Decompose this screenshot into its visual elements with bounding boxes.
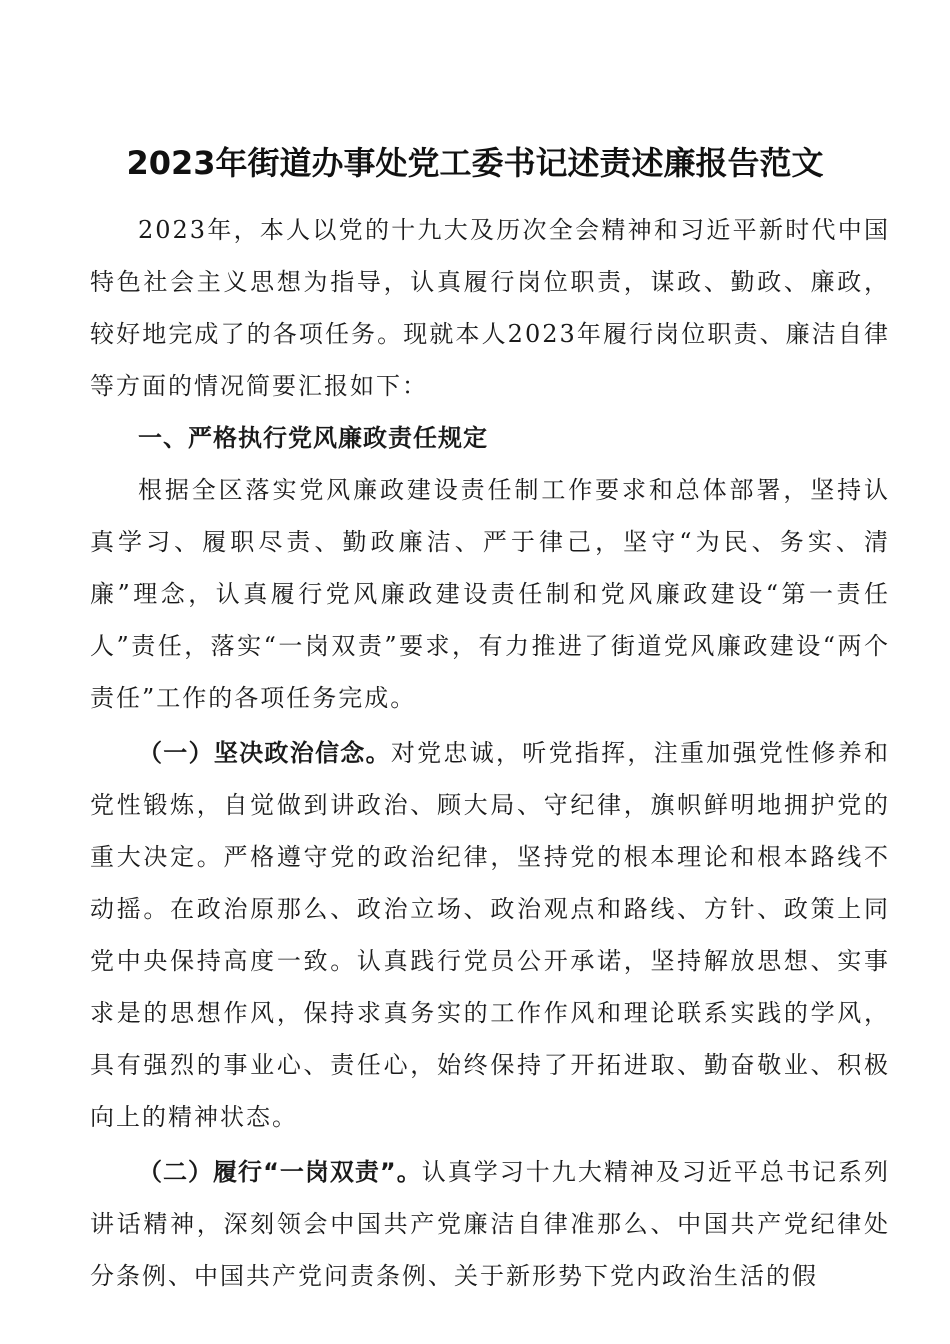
section-heading: 一、严格执行党风廉政责任规定 [138,424,488,452]
intro-paragraph: 2023年，本人以党的十九大及历次全会精神和习近平新时代中国特色社会主义思想为指导，认真履行岗位职责，谋政、勤政、廉政，较好地完成了的各项任务。现就本人2023年履行岗位职责、廉洁自律等方面的情况简要汇报如下： [90,216,890,400]
document-title: 2023年街道办事处党工委书记述责述廉报告范文 [126,144,824,182]
section-body-paragraph: 根据全区落实党风廉政建设责任制工作要求和总体部署，坚持认真学习、履职尽责、勤政廉洁、严于律己，坚守“为民、务实、清廉”理念，认真履行党风廉政建设责任制和党风廉政建设“第一责任人”责任，落实“一岗双责”要求，有力推进了街道党风廉政建设“两个责任”工作的各项任务完成。 [90,476,890,712]
subsection-paragraph-2 [90,1146,890,1302]
subsection-text-1: 对党忠诚，听党指挥，注重加强党性修养和党性锻炼，自觉做到讲政治、顾大局、守纪律，旗帜鲜明地拥护党的重大决定。严格遵守党的政治纪律，坚持党的根本理论和根本路线不动摇。在政治原那么、政治立场、政治观点和路线、方针、政策上同党中央保持高度一致。认真践行党员公开承诺，坚持解放思想、实事求是的思想作风，保持求真务实的工作作风和理论联系实践的学风，具有强烈的事业心、责任心，始终保持了开拓进取、勤奋敬业、积极向上的精神状态。 [90,739,891,1131]
document-body [90,204,890,1302]
subsection-lead-2: （二）履行“一岗双责”。 [138,1158,422,1186]
subsection-lead-1: （一）坚决政治信念。 [138,739,391,767]
subsection-paragraph-1 [90,727,890,1143]
subsection-text-2: 认真学习十九大精神及习近平总书记系列讲话精神，深刻领会中国共产党廉洁自律准那么、中国共产党纪律处分条例、中国共产党问责条例、关于新形势下党内政治生活的假 [90,1158,890,1290]
